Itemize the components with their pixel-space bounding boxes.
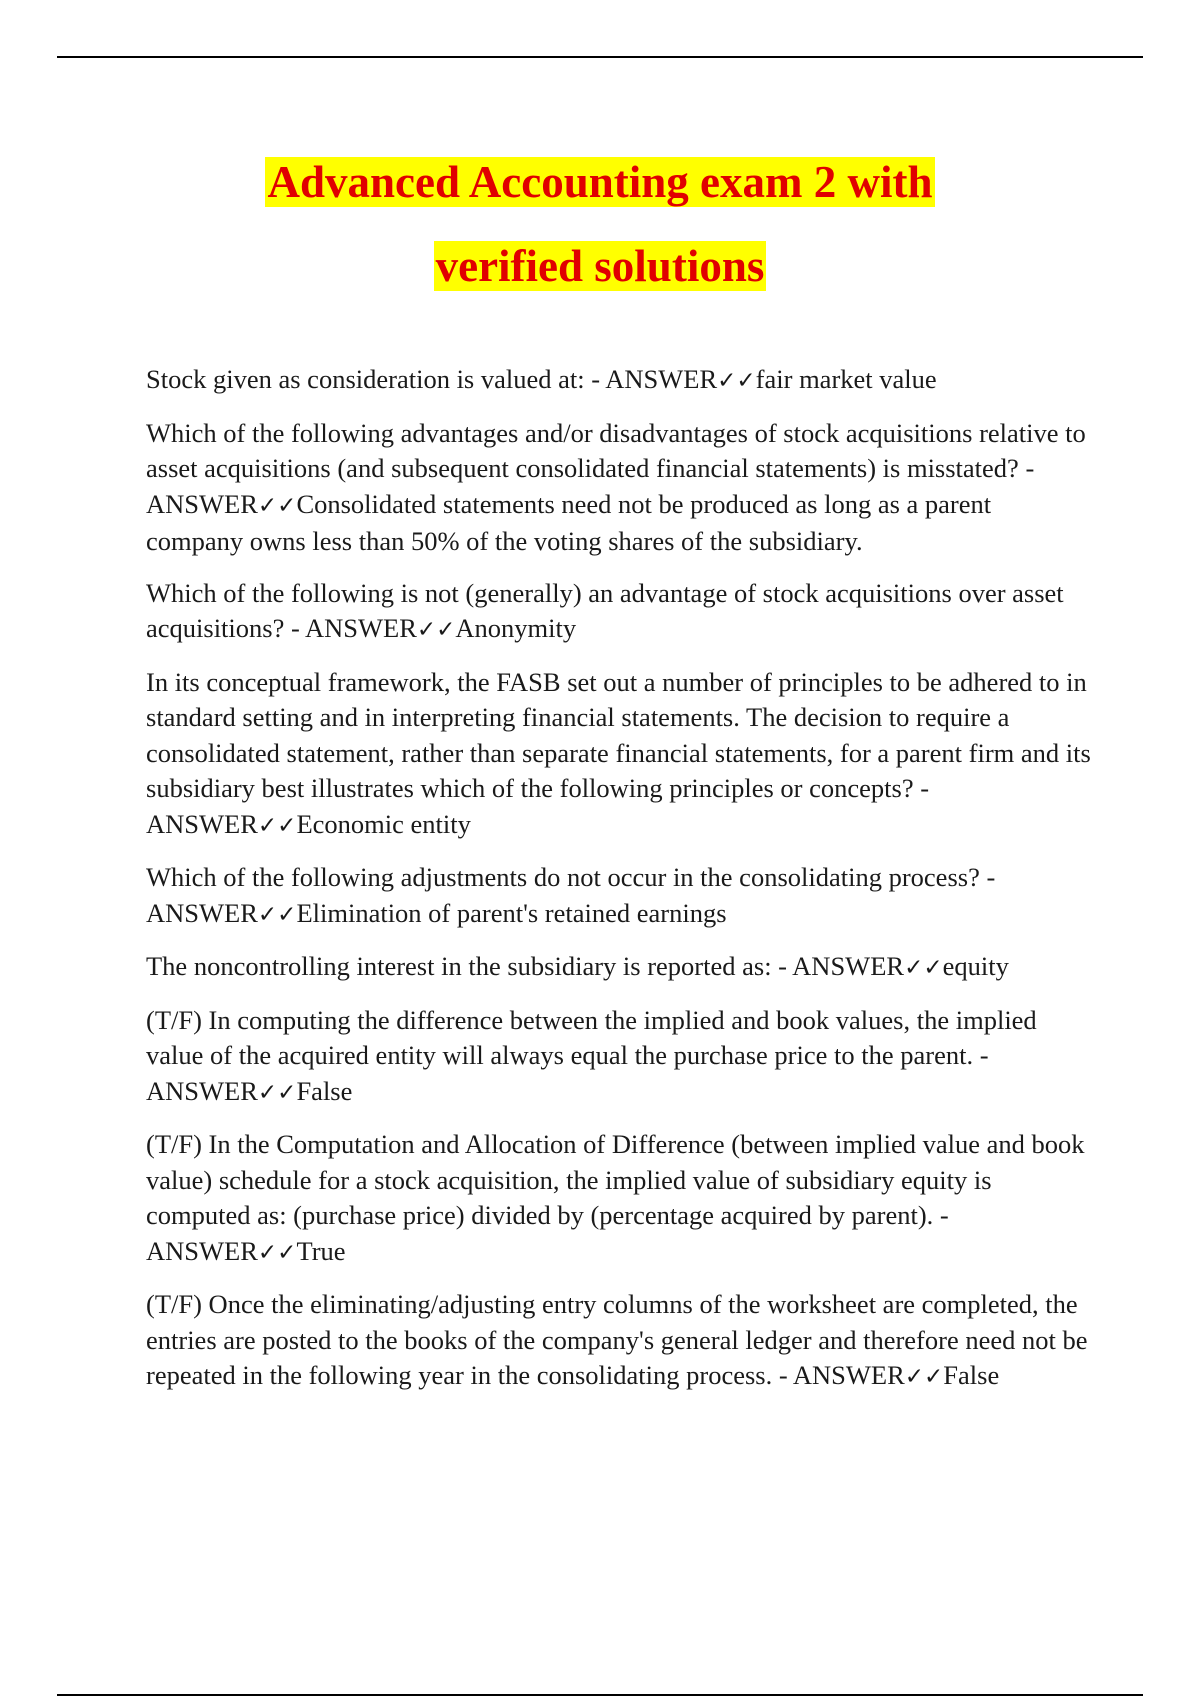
qa-item <box>146 665 1094 845</box>
top-rule <box>57 56 1143 58</box>
question-text: The noncontrolling interest in the subsidiary is reported as: - <box>146 951 793 981</box>
bottom-rule <box>57 1694 1143 1696</box>
double-check-icon: ✓✓ <box>257 901 297 928</box>
answer-label: ANSWER <box>146 1075 258 1106</box>
answer-label: ANSWER <box>146 1235 258 1266</box>
qa-item <box>146 1287 1094 1396</box>
title-line-1: Advanced Accounting exam 2 with <box>267 157 933 207</box>
qa-item <box>146 1003 1094 1112</box>
double-check-icon: ✓✓ <box>257 492 297 519</box>
answer-label: ANSWER <box>146 808 258 839</box>
question-text: Stock given as consideration is valued at: - <box>146 364 606 394</box>
question-text: Which of the following advantages and/or disadvantages of stock acquisitions relative to asset acquisitions (and subsequent consolidated financial statements) is misstated? - <box>146 417 1086 483</box>
double-check-icon: ✓✓ <box>717 368 756 394</box>
double-check-icon: ✓✓ <box>904 1364 944 1390</box>
answer-text: equity <box>942 951 1009 981</box>
question-text: In its conceptual framework, the FASB set out a number of principles to be adhered to in standard setting and in interpreting financial statements. The decision to require a consolidated statement, rather than separate financial statements, for a parent firm and its subsidiary best illustrates which of the following principles or concepts? - <box>146 666 1091 803</box>
qa-item <box>146 576 1094 649</box>
answer-label: ANSWER <box>146 897 258 928</box>
question-text: Which of the following adjustments do not occur in the consolidating process? - <box>146 862 996 892</box>
qa-item <box>146 416 1094 560</box>
question-text: (T/F) In computing the difference between the implied and book values, the implied value of the acquired entity will always equal the purchase price to the parent. - <box>146 1004 1037 1070</box>
double-check-icon: ✓✓ <box>416 617 456 643</box>
qa-list <box>146 362 1094 1412</box>
answer-label: ANSWER <box>792 951 905 981</box>
answer-text: fair market value <box>755 364 937 394</box>
question-text: (T/F) Once the eliminating/adjusting entry columns of the worksheet are completed, the entries are posted to the books of the company's general ledger and therefore need not be repeated in the following year in the consolidating process. - <box>146 1289 1088 1390</box>
qa-item <box>146 1127 1094 1271</box>
answer-text: Consolidated statements need not be produced as long as a parent company owns less than 50% of the voting shares of the subsidiary. <box>146 488 992 556</box>
document-title <box>0 140 1200 308</box>
answer-text: False <box>943 1360 1000 1390</box>
double-check-icon: ✓✓ <box>257 812 297 839</box>
double-check-icon: ✓✓ <box>257 1079 297 1106</box>
qa-item <box>146 860 1094 933</box>
double-check-icon: ✓✓ <box>904 955 943 981</box>
answer-text: Economic entity <box>296 808 471 839</box>
answer-text: Anonymity <box>455 613 577 643</box>
double-check-icon: ✓✓ <box>257 1239 297 1266</box>
answer-label: ANSWER <box>792 1360 905 1390</box>
qa-item <box>146 362 1094 400</box>
question-text: Which of the following is not (generally) an advantage of stock acquisitions over asset acquisitions? - <box>146 577 1064 643</box>
answer-text: True <box>296 1235 346 1266</box>
title-line-2: verified solutions <box>435 241 765 291</box>
answer-label: ANSWER <box>304 613 417 643</box>
question-text: (T/F) In the Computation and Allocation of Difference (between implied value and book value) schedule for a stock acquisition, the implied value of subsidiary equity is computed as: (purchase price) divided by (percentage acquired by parent). - <box>146 1129 1085 1230</box>
qa-item <box>146 949 1094 987</box>
answer-label: ANSWER <box>146 488 258 519</box>
answer-text: Elimination of parent's retained earnings <box>296 897 727 928</box>
answer-text: False <box>296 1075 353 1106</box>
answer-label: ANSWER <box>605 364 718 394</box>
